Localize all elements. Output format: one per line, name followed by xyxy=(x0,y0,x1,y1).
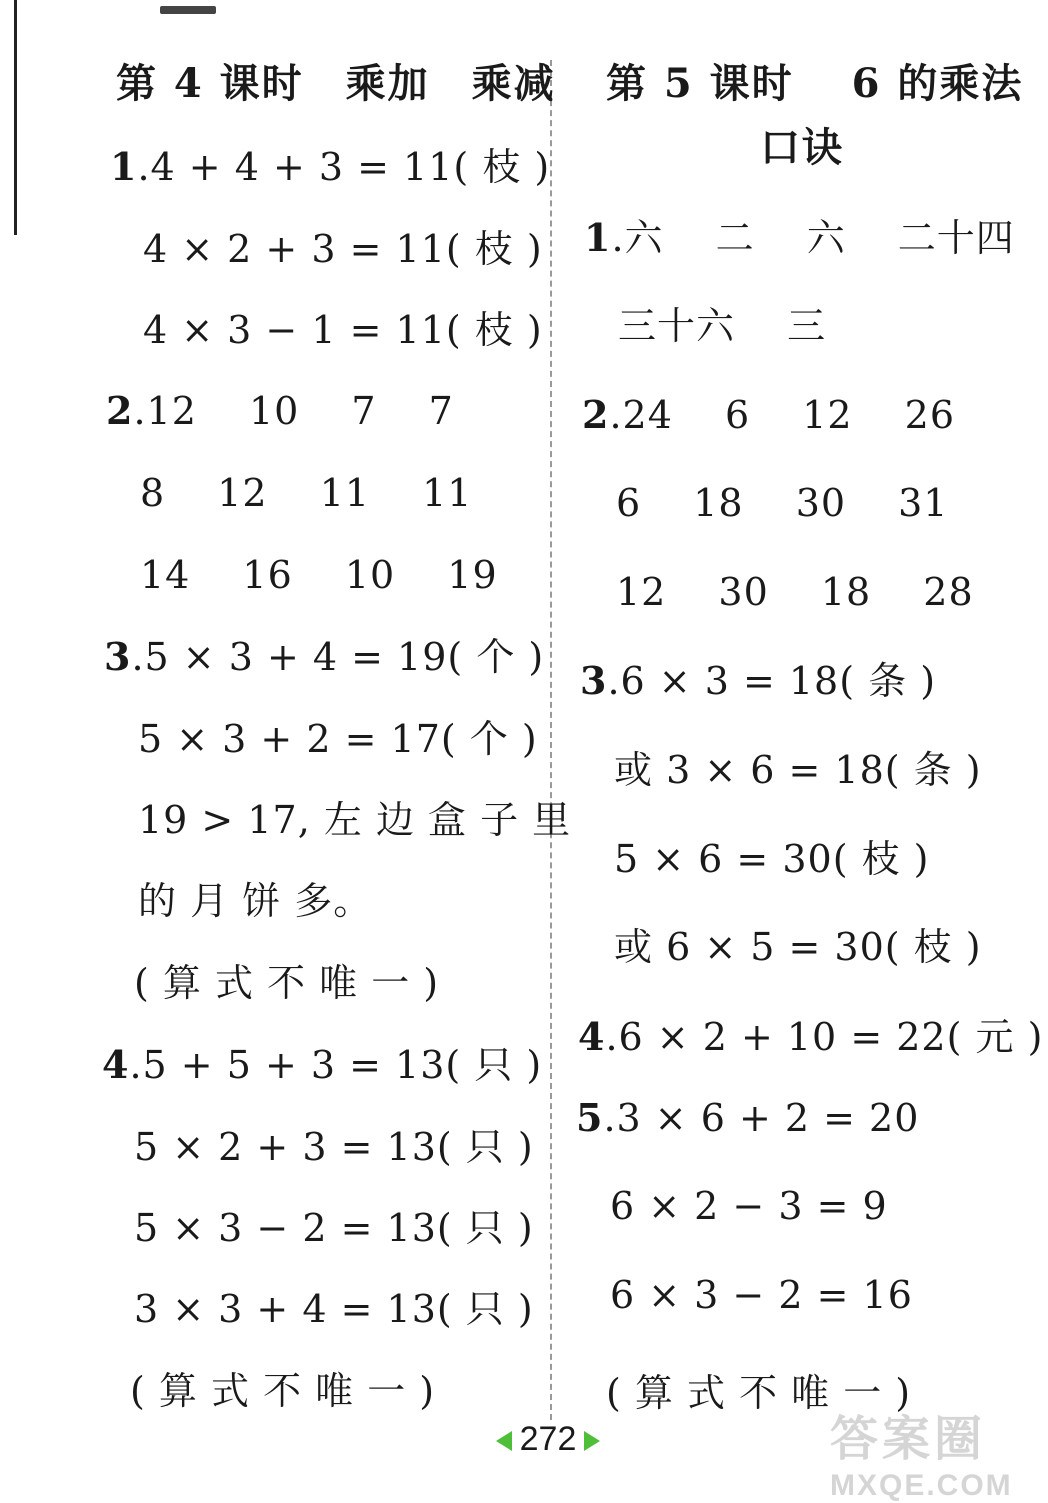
left-line-3: 4 × 3 − 1 = 11( 枝 ) xyxy=(143,308,543,352)
left-line-12: 4.5 + 5 + 3 = 13( 只 ) xyxy=(102,1042,543,1087)
left-line-15: 3 × 3 + 4 = 13( 只 ) xyxy=(134,1287,534,1331)
right-line-7: 或 3 × 6 = 18( 条 ) xyxy=(614,748,982,792)
right-lesson-title-line2: 口诀 xyxy=(760,124,844,171)
right-line-2: 三十六 三 xyxy=(618,304,827,348)
left-line-6: 14 16 10 19 xyxy=(140,553,498,597)
right-line-10: 4.6 × 2 + 10 = 22( 元 ) xyxy=(578,1014,1044,1059)
right-triangle-icon xyxy=(584,1431,600,1451)
left-line-13: 5 × 2 + 3 = 13( 只 ) xyxy=(134,1125,534,1169)
right-line-8: 5 × 6 = 30( 枝 ) xyxy=(614,837,930,881)
left-line-14: 5 × 3 − 2 = 13( 只 ) xyxy=(134,1206,534,1250)
page-number: 272 xyxy=(0,1420,1048,1459)
left-triangle-icon xyxy=(496,1431,512,1451)
left-line-16: ( 算 式 不 唯 一 ) xyxy=(130,1369,436,1413)
right-line-14: ( 算 式 不 唯 一 ) xyxy=(606,1371,912,1415)
left-line-11: ( 算 式 不 唯 一 ) xyxy=(134,961,440,1005)
right-line-9: 或 6 × 5 = 30( 枝 ) xyxy=(614,925,982,969)
left-line-8: 5 × 3 + 2 = 17( 个 ) xyxy=(138,717,538,761)
left-line-5: 8 12 11 11 xyxy=(140,471,473,515)
right-line-1: 1.六 二 六 二十四 xyxy=(584,215,1015,260)
column-divider xyxy=(550,60,552,1420)
left-line-10: 的 月 饼 多。 xyxy=(138,879,373,923)
watermark-logo: 答案圈 MXQE.COM xyxy=(830,1413,1013,1502)
left-line-4: 2.12 10 7 7 xyxy=(106,388,454,433)
right-line-4: 6 18 30 31 xyxy=(616,481,949,525)
right-line-13: 6 × 3 − 2 = 16 xyxy=(610,1273,913,1317)
right-line-6: 3.6 × 3 = 18( 条 ) xyxy=(580,658,937,703)
top-mark xyxy=(160,6,216,14)
right-line-5: 12 30 18 28 xyxy=(616,570,974,614)
left-margin-rule xyxy=(14,0,17,235)
left-lesson-title: 第 4 课时 乘加 乘减 xyxy=(116,60,556,107)
left-line-7: 3.5 × 3 + 4 = 19( 个 ) xyxy=(104,634,545,679)
left-line-2: 4 × 2 + 3 = 11( 枝 ) xyxy=(143,227,543,271)
right-line-11: 5.3 × 6 + 2 = 20 xyxy=(576,1095,920,1140)
right-line-3: 2.24 6 12 26 xyxy=(582,392,956,437)
left-line-1: 1.4 + 4 + 3 = 11( 枝 ) xyxy=(110,144,551,189)
right-line-12: 6 × 2 − 3 = 9 xyxy=(610,1184,888,1228)
left-line-9: 19 > 17, 左 边 盒 子 里 xyxy=(138,798,572,842)
right-lesson-title: 第 5 课时 6 的乘法 xyxy=(606,60,1024,107)
